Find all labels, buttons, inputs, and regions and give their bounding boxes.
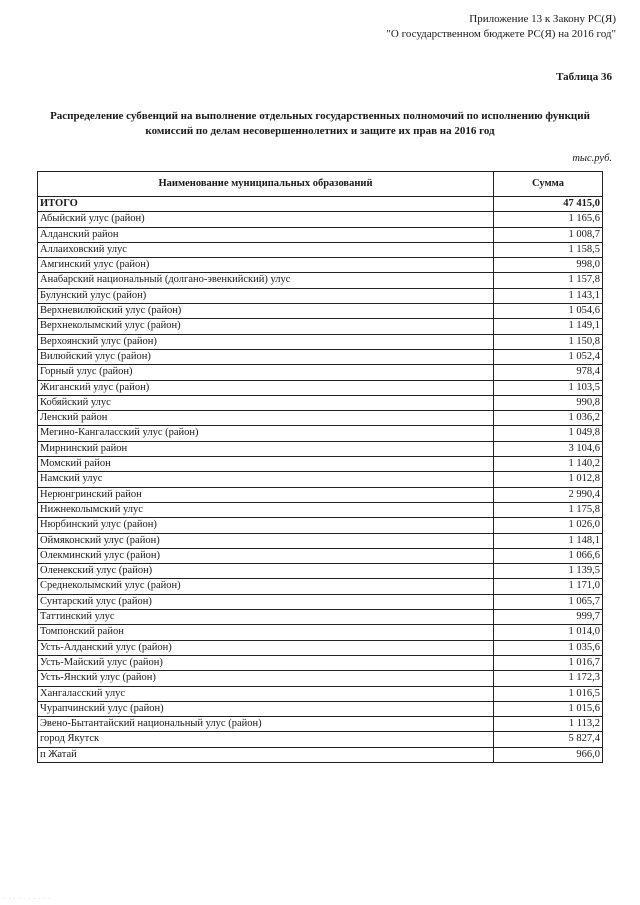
table-body bbox=[38, 197, 603, 763]
table-row bbox=[38, 349, 603, 364]
subvention-amount: 1 103,5 bbox=[494, 380, 603, 395]
subvention-amount: 1 149,1 bbox=[494, 319, 603, 334]
municipality-name: Нерюнгринский район bbox=[38, 487, 494, 502]
municipality-name: Намский улус bbox=[38, 472, 494, 487]
subvention-amount: 1 049,8 bbox=[494, 426, 603, 441]
table-row bbox=[38, 227, 603, 242]
municipality-name: Усть-Алданский улус (район) bbox=[38, 640, 494, 655]
table-row bbox=[38, 395, 603, 410]
table-row bbox=[38, 365, 603, 380]
subvention-amount: 1 016,5 bbox=[494, 686, 603, 701]
table-row bbox=[38, 487, 603, 502]
scan-footer-mark: · · · · · · · · · · bbox=[4, 897, 51, 902]
table-number: Таблица 36 bbox=[556, 71, 612, 83]
subvention-amount: 1 054,6 bbox=[494, 304, 603, 319]
subvention-amount: 978,4 bbox=[494, 365, 603, 380]
table-row bbox=[38, 594, 603, 609]
municipality-name: Булунский улус (район) bbox=[38, 288, 494, 303]
municipality-name: Момский район bbox=[38, 457, 494, 472]
subvention-amount: 1 175,8 bbox=[494, 502, 603, 517]
municipality-name: Абыйский улус (район) bbox=[38, 212, 494, 227]
municipality-name: Хангаласский улус bbox=[38, 686, 494, 701]
table-row bbox=[38, 426, 603, 441]
municipality-name: Среднеколымский улус (район) bbox=[38, 579, 494, 594]
subvention-amount: 1 165,6 bbox=[494, 212, 603, 227]
municipality-name: Нюрбинский улус (район) bbox=[38, 518, 494, 533]
subvention-amount: 999,7 bbox=[494, 610, 603, 625]
subvention-amount: 1 148,1 bbox=[494, 533, 603, 548]
subvention-amount: 1 143,1 bbox=[494, 288, 603, 303]
table-row bbox=[38, 671, 603, 686]
table-row bbox=[38, 304, 603, 319]
municipality-name: Таттинский улус bbox=[38, 610, 494, 625]
municipality-name: Оймяконский улус (район) bbox=[38, 533, 494, 548]
municipality-name: Верхоянский улус (район) bbox=[38, 334, 494, 349]
table-row bbox=[38, 640, 603, 655]
municipality-name: Верхнеколымский улус (район) bbox=[38, 319, 494, 334]
subvention-amount: 1 158,5 bbox=[494, 242, 603, 257]
subvention-amount: 3 104,6 bbox=[494, 441, 603, 456]
total-label: ИТОГО bbox=[38, 197, 494, 212]
municipality-name: Аллаиховский улус bbox=[38, 242, 494, 257]
table-row bbox=[38, 258, 603, 273]
subvention-amount: 1 066,6 bbox=[494, 548, 603, 563]
municipality-name: Мегино-Кангаласский улус (район) bbox=[38, 426, 494, 441]
municipality-name: Оленекский улус (район) bbox=[38, 564, 494, 579]
subvention-amount: 1 065,7 bbox=[494, 594, 603, 609]
municipality-name: Нижнеколымский улус bbox=[38, 502, 494, 517]
table-row bbox=[38, 502, 603, 517]
subvention-amount: 966,0 bbox=[494, 747, 603, 762]
table-row bbox=[38, 533, 603, 548]
table-row bbox=[38, 625, 603, 640]
municipality-name: Анабарский национальный (долгано-эвенкийский) улус bbox=[38, 273, 494, 288]
subvention-amount: 1 052,4 bbox=[494, 349, 603, 364]
subvention-amount: 990,8 bbox=[494, 395, 603, 410]
table-header-row bbox=[38, 172, 603, 197]
table-row bbox=[38, 610, 603, 625]
subvention-amount: 1 015,6 bbox=[494, 701, 603, 716]
municipality-name: Томпонский район bbox=[38, 625, 494, 640]
subvention-amount: 1 113,2 bbox=[494, 717, 603, 732]
subvention-amount: 1 008,7 bbox=[494, 227, 603, 242]
total-row bbox=[38, 197, 603, 212]
subvention-amount: 1 172,3 bbox=[494, 671, 603, 686]
table-row bbox=[38, 334, 603, 349]
table-row bbox=[38, 242, 603, 257]
subvention-amount: 1 139,5 bbox=[494, 564, 603, 579]
table-row bbox=[38, 411, 603, 426]
total-value: 47 415,0 bbox=[494, 197, 603, 212]
subvention-amount: 2 990,4 bbox=[494, 487, 603, 502]
municipality-name: Кобяйский улус bbox=[38, 395, 494, 410]
subventions-table bbox=[37, 171, 603, 763]
subvention-amount: 1 157,8 bbox=[494, 273, 603, 288]
municipality-name: п Жатай bbox=[38, 747, 494, 762]
subvention-amount: 1 140,2 bbox=[494, 457, 603, 472]
municipality-name: Мирнинский район bbox=[38, 441, 494, 456]
subvention-amount: 998,0 bbox=[494, 258, 603, 273]
table-row bbox=[38, 288, 603, 303]
table-row bbox=[38, 579, 603, 594]
table-row bbox=[38, 518, 603, 533]
header-law-line: "О государственном бюджете РС(Я) на 2016 год" bbox=[386, 28, 616, 40]
municipality-name: Чурапчинский улус (район) bbox=[38, 701, 494, 716]
subvention-amount: 1 014,0 bbox=[494, 625, 603, 640]
municipality-name: Жиганский улус (район) bbox=[38, 380, 494, 395]
table-row bbox=[38, 564, 603, 579]
municipality-name: Верхневилюйский улус (район) bbox=[38, 304, 494, 319]
subvention-amount: 1 171,0 bbox=[494, 579, 603, 594]
table-row bbox=[38, 686, 603, 701]
table-row bbox=[38, 319, 603, 334]
table-row bbox=[38, 732, 603, 747]
municipality-name: Ленский район bbox=[38, 411, 494, 426]
subvention-amount: 1 036,2 bbox=[494, 411, 603, 426]
table-row bbox=[38, 441, 603, 456]
subvention-amount: 1 012,8 bbox=[494, 472, 603, 487]
table-row bbox=[38, 717, 603, 732]
header-appendix-line: Приложение 13 к Закону РС(Я) bbox=[469, 13, 616, 25]
municipality-name: Олекминский улус (район) bbox=[38, 548, 494, 563]
table-row bbox=[38, 273, 603, 288]
municipality-name: Усть-Янский улус (район) bbox=[38, 671, 494, 686]
subvention-amount: 1 035,6 bbox=[494, 640, 603, 655]
municipality-name: Сунтарский улус (район) bbox=[38, 594, 494, 609]
document-header bbox=[386, 12, 616, 42]
municipality-name: Горный улус (район) bbox=[38, 365, 494, 380]
table-row bbox=[38, 472, 603, 487]
table-row bbox=[38, 212, 603, 227]
table-row bbox=[38, 457, 603, 472]
table-row bbox=[38, 747, 603, 762]
column-header-name: Наименование муниципальных образований bbox=[38, 172, 494, 197]
municipality-name: город Якутск bbox=[38, 732, 494, 747]
column-header-sum: Сумма bbox=[494, 172, 603, 197]
municipality-name: Усть-Майский улус (район) bbox=[38, 655, 494, 670]
municipality-name: Амгинский улус (район) bbox=[38, 258, 494, 273]
subvention-amount: 1 026,0 bbox=[494, 518, 603, 533]
table-row bbox=[38, 701, 603, 716]
municipality-name: Вилюйский улус (район) bbox=[38, 349, 494, 364]
subvention-amount: 1 150,8 bbox=[494, 334, 603, 349]
document-title: Распределение субвенций на выполнение отдельных государственных полномочий по исполнению функций комиссий по делам несовершеннолетних и защите их прав на 2016 год bbox=[50, 110, 590, 137]
subvention-amount: 1 016,7 bbox=[494, 655, 603, 670]
units-label: тыс.руб. bbox=[572, 153, 612, 164]
subvention-amount: 5 827,4 bbox=[494, 732, 603, 747]
table-row bbox=[38, 655, 603, 670]
municipality-name: Эвено-Бытантайский национальный улус (район) bbox=[38, 717, 494, 732]
table-row bbox=[38, 548, 603, 563]
table-row bbox=[38, 380, 603, 395]
municipality-name: Алданский район bbox=[38, 227, 494, 242]
